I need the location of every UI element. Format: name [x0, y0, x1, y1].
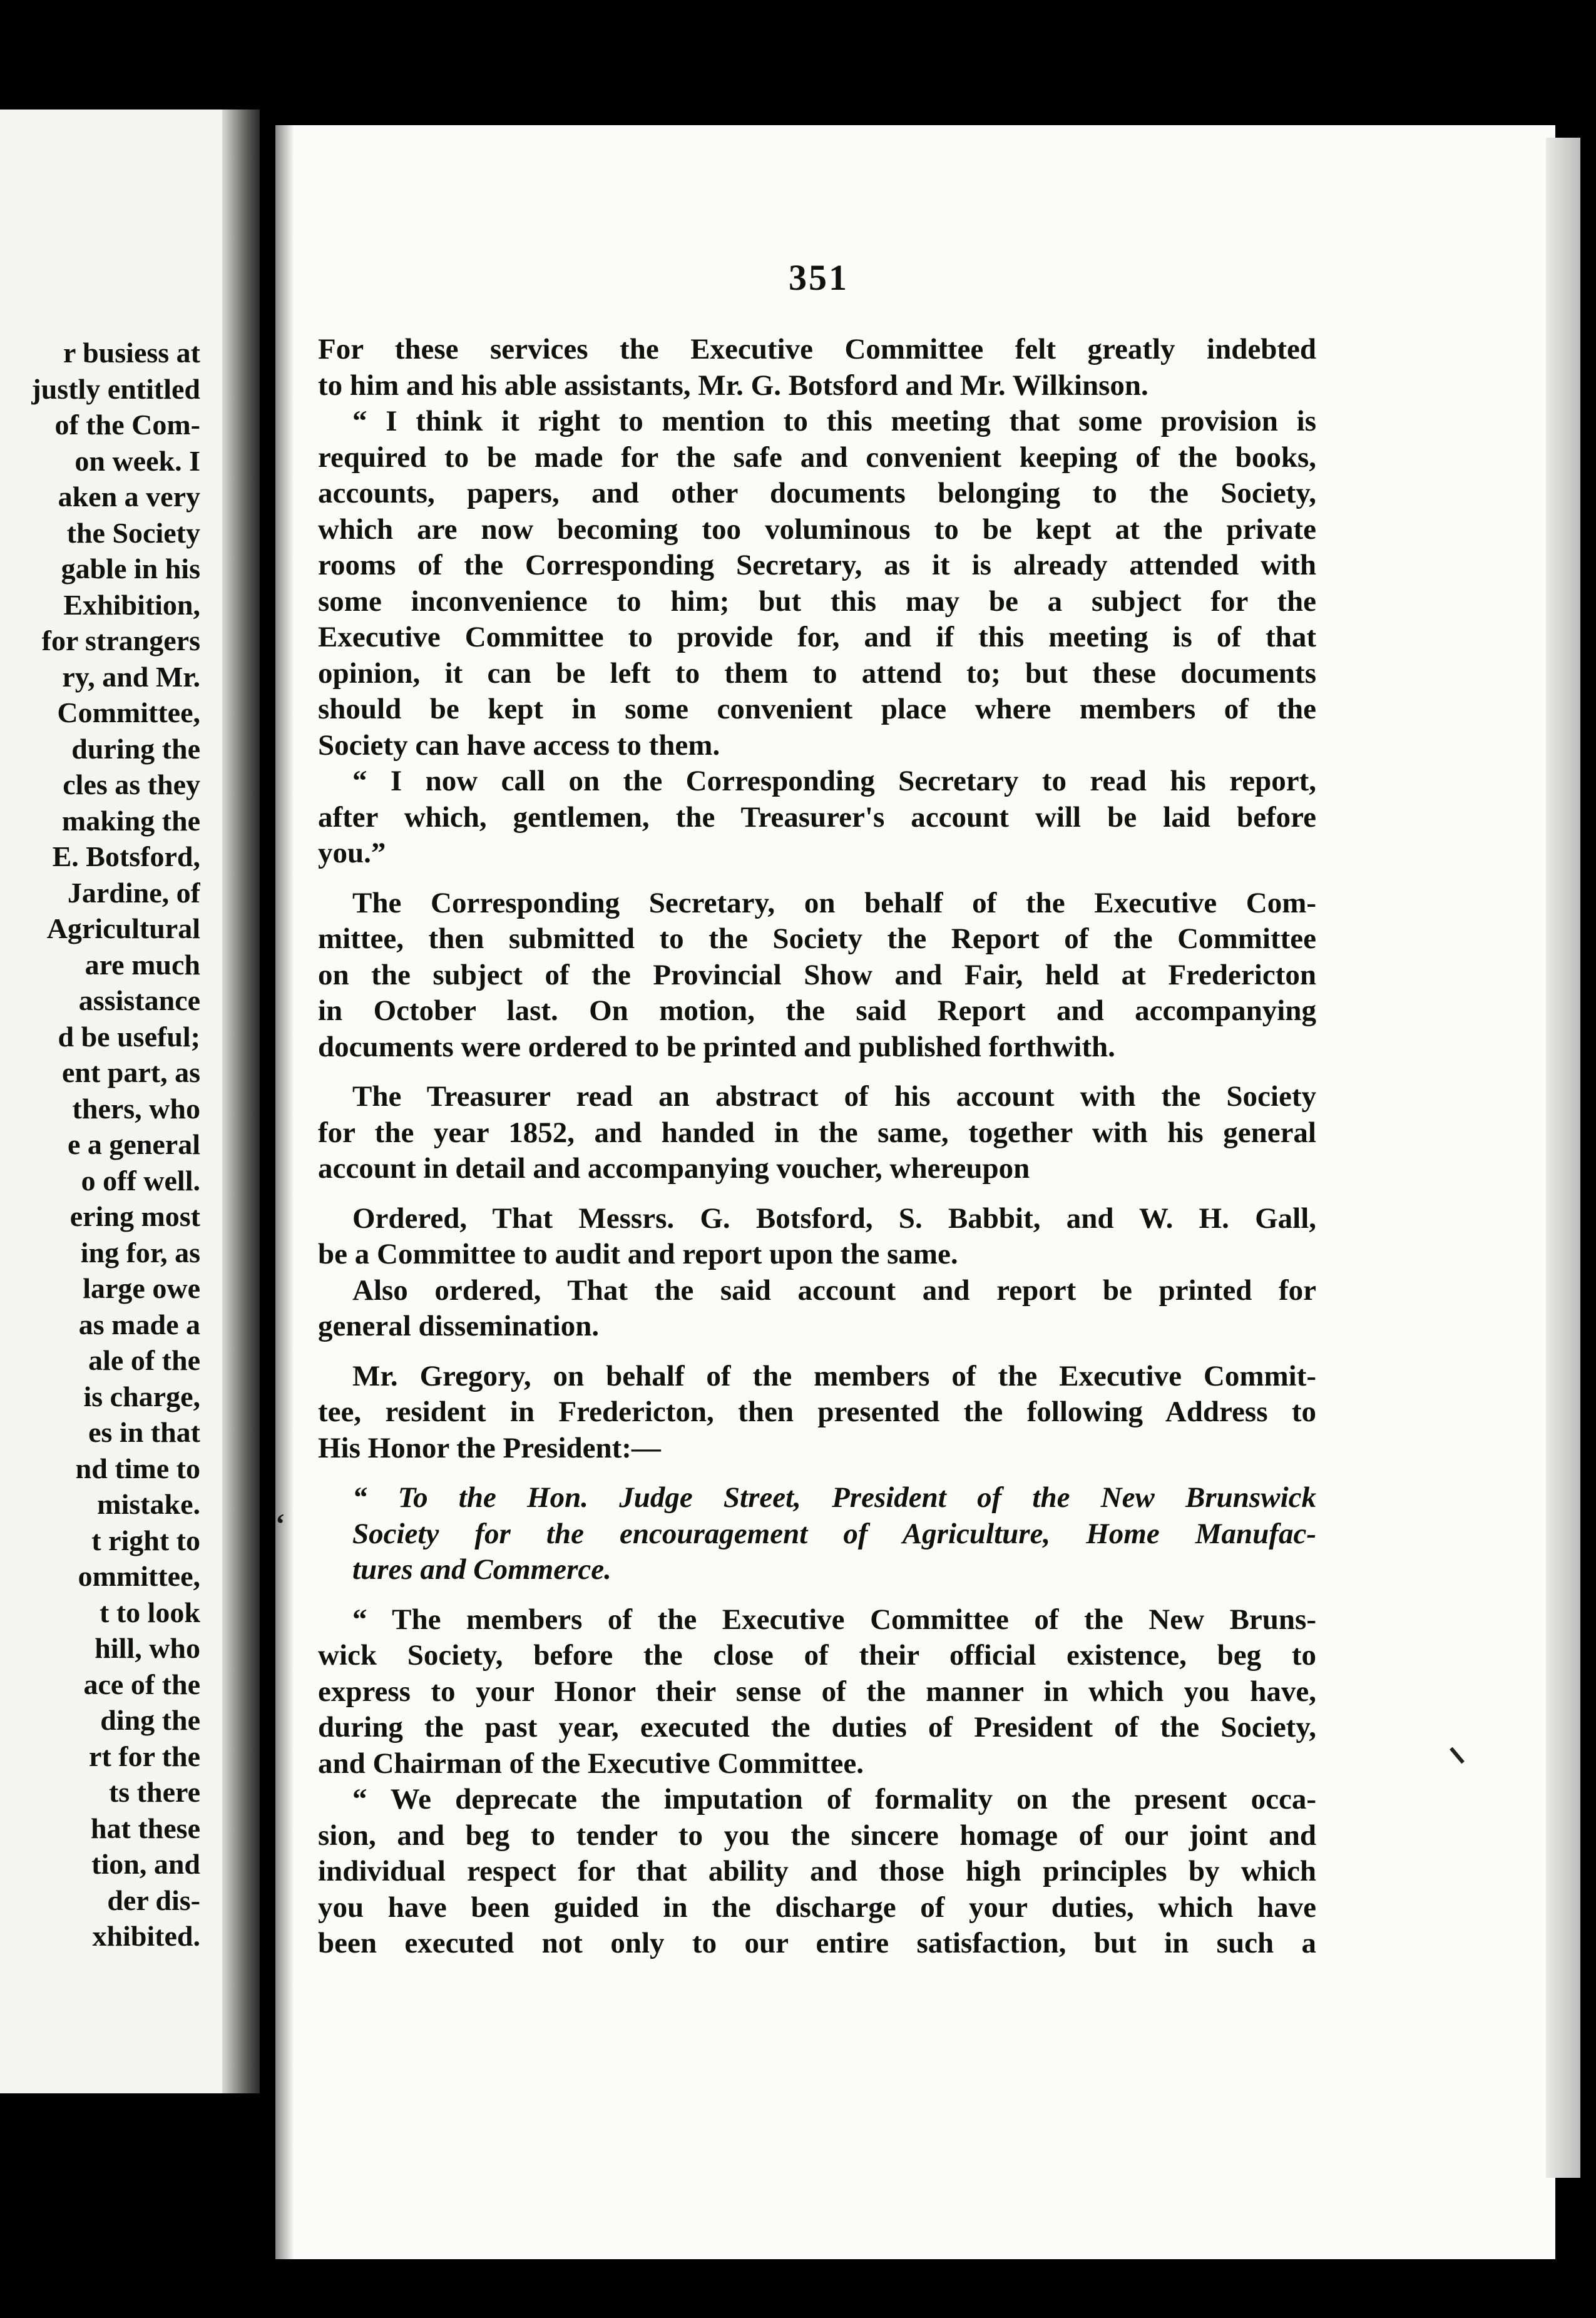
text-line: Society for the encouragement of Agriculture, Home Manufac- [352, 1517, 1316, 1550]
paragraph-gap [318, 1345, 1316, 1359]
left-page-line: der dis- [107, 1884, 200, 1916]
paragraph [318, 1782, 1316, 1962]
text-line: required to be made for the safe and convenient keeping of the books, [318, 441, 1316, 474]
paragraph-gap [318, 1466, 1316, 1480]
left-page-line: tion, and [91, 1848, 200, 1880]
text-line: Also ordered, That the said account and report be printed for [352, 1274, 1316, 1307]
paragraph [318, 1273, 1316, 1345]
left-page-line: r busiess at [63, 337, 200, 369]
left-page-line: as made a [78, 1308, 200, 1340]
text-line: Executive Committee to provide for, and if this meeting is of that [318, 621, 1316, 653]
left-page-line: nd time to [75, 1452, 200, 1484]
text-line: you.” [318, 837, 386, 869]
text-line: during the past year, executed the duties of President of the Society, [318, 1711, 1316, 1744]
left-page-line: thers, who [72, 1092, 200, 1125]
text-line: Society can have access to them. [318, 728, 720, 762]
left-page-line: ding the [100, 1704, 200, 1736]
left-page-line: Committee, [57, 697, 200, 728]
left-page-line: assistance [78, 984, 200, 1016]
text-line: to him and his able assistants, Mr. G. Botsford and Mr. Wilkinson. [318, 369, 1148, 402]
margin-mark: ‘ [275, 1508, 285, 1539]
book-gutter [222, 110, 260, 2093]
paragraph-gap [318, 1065, 1316, 1079]
paragraph [318, 1480, 1316, 1588]
text-line: Mr. Gregory, on behalf of the members of the Executive Commit- [352, 1359, 1316, 1392]
text-line: The Treasurer read an abstract of his account with the Society [352, 1080, 1316, 1113]
left-page-line: the Society [66, 516, 200, 549]
text-line: “ I now call on the Corresponding Secretary to read his report, [352, 765, 1316, 797]
left-page-line: d be useful; [58, 1020, 200, 1053]
text-line: His Honor the President:— [318, 1431, 661, 1464]
left-page-line: Jardine, of [67, 876, 200, 909]
text-line: which are now becoming too voluminous to be kept at the private [318, 513, 1316, 546]
left-page-line: Agricultural [46, 912, 200, 944]
text-line: on the subject of the Provincial Show and Fair, held at Fredericton [318, 958, 1316, 991]
text-line: sion, and beg to tender to you the sincere homage of our joint and [318, 1819, 1316, 1852]
left-page-line: ry, and Mr. [62, 660, 200, 693]
text-line: wick Society, before the close of their official existence, beg to [318, 1639, 1316, 1672]
left-page-line: e a general [67, 1128, 200, 1160]
left-page-line: making the [61, 804, 200, 837]
left-page-line: for strangers [41, 625, 200, 656]
left-page-line: are much [84, 948, 200, 981]
paragraph [318, 1359, 1316, 1467]
paragraph-gap [318, 1187, 1316, 1201]
text-line: The Corresponding Secretary, on behalf of the Executive Com- [352, 886, 1316, 919]
paragraph [318, 1079, 1316, 1187]
text-line: for the year 1852, and handed in the same, together with his general [318, 1116, 1316, 1149]
text-line: and Chairman of the Executive Committee. [318, 1747, 864, 1780]
page-right-edge [1546, 138, 1580, 2178]
page-number: 351 [789, 257, 849, 298]
text-line: tures and Commerce. [352, 1553, 611, 1586]
left-page-line: hill, who [95, 1632, 200, 1664]
paragraph [318, 1602, 1316, 1782]
text-line: be a Committee to audit and report upon the same. [318, 1238, 958, 1270]
left-page-line: of the Com- [54, 409, 200, 441]
paragraph [318, 404, 1316, 763]
text-line: documents were ordered to be printed and published forthwith. [318, 1030, 1115, 1063]
text-line: you have been guided in the discharge of your duties, which have [318, 1891, 1316, 1924]
left-page [0, 110, 260, 2093]
text-line: “ To the Hon. Judge Street, President of the New Brunswick [352, 1481, 1316, 1514]
text-line: tee, resident in Fredericton, then presented the following Address to [318, 1396, 1316, 1428]
left-page-line: ace of the [83, 1668, 200, 1700]
left-page-line: o off well. [81, 1164, 200, 1197]
text-line: express to your Honor their sense of the manner in which you have, [318, 1675, 1316, 1708]
text-line: general dissemination. [318, 1310, 600, 1342]
left-page-line: on week. I [74, 444, 200, 477]
text-line: some inconvenience to him; but this may be a subject for the [318, 585, 1316, 618]
left-page-text [0, 335, 200, 1954]
left-page-line: cles as they [63, 768, 200, 800]
text-line: accounts, papers, and other documents belonging to the Society, [318, 477, 1316, 509]
left-page-line: is charge, [83, 1380, 200, 1412]
left-page-line: rt for the [89, 1740, 200, 1772]
left-page-line: ent part, as [61, 1056, 200, 1088]
left-page-line: ale of the [88, 1344, 200, 1376]
left-page-line: gable in his [61, 553, 200, 585]
left-page-line: mistake. [97, 1488, 200, 1520]
left-page-line: t to look [100, 1596, 200, 1628]
left-page-line: E. Botsford, [52, 840, 200, 872]
left-page-line: justly entitled [31, 372, 200, 405]
left-page-line: Exhibition, [63, 588, 200, 621]
text-line: after which, gentlemen, the Treasurer's account will be laid before [318, 800, 1316, 834]
paragraph [318, 332, 1316, 404]
left-page-line: hat these [90, 1812, 200, 1844]
left-page-line: ommittee, [78, 1560, 200, 1592]
left-page-line: t right to [91, 1524, 200, 1556]
left-page-line: ering most [69, 1200, 200, 1232]
text-line: mittee, then submitted to the Society the Report of the Committee [318, 922, 1316, 955]
text-line: For these services the Executive Committee felt greatly indebted [318, 333, 1316, 365]
text-line: rooms of the Corresponding Secretary, as it is already attended with [318, 549, 1316, 581]
left-page-line: es in that [88, 1416, 200, 1448]
text-line: “ We deprecate the imputation of formality on the present occa- [352, 1783, 1316, 1815]
text-line: opinion, it can be left to them to attend to; but these documents [318, 656, 1316, 690]
text-line: should be kept in some convenient place where members of the [318, 693, 1316, 725]
left-page-line: aken a very [58, 481, 200, 513]
paragraph [318, 763, 1316, 872]
text-line: account in detail and accompanying voucher, whereupon [318, 1152, 1030, 1185]
text-line: in October last. On motion, the said Report and accompanying [318, 994, 1316, 1027]
paragraph-gap [318, 872, 1316, 886]
paragraph [318, 886, 1316, 1066]
page-edge-shadow [275, 125, 294, 2259]
paragraph [318, 1201, 1316, 1273]
left-page-line: large owe [83, 1272, 200, 1304]
left-page-line: ing for, as [80, 1236, 200, 1269]
text-line: been executed not only to our entire satisfaction, but in such a [318, 1927, 1316, 1959]
body-text [318, 332, 1316, 1962]
left-page-line: xhibited. [92, 1920, 200, 1952]
text-line: “ The members of the Executive Committee of the New Bruns- [352, 1603, 1316, 1636]
text-line: “ I think it right to mention to this meeting that some provision is [352, 405, 1316, 437]
left-page-line: ts there [108, 1776, 200, 1808]
paragraph-gap [318, 1588, 1316, 1602]
text-line: individual respect for that ability and those high principles by which [318, 1855, 1316, 1887]
left-page-line: during the [71, 732, 200, 765]
text-line: Ordered, That Messrs. G. Botsford, S. Babbit, and W. H. Gall, [352, 1202, 1316, 1235]
